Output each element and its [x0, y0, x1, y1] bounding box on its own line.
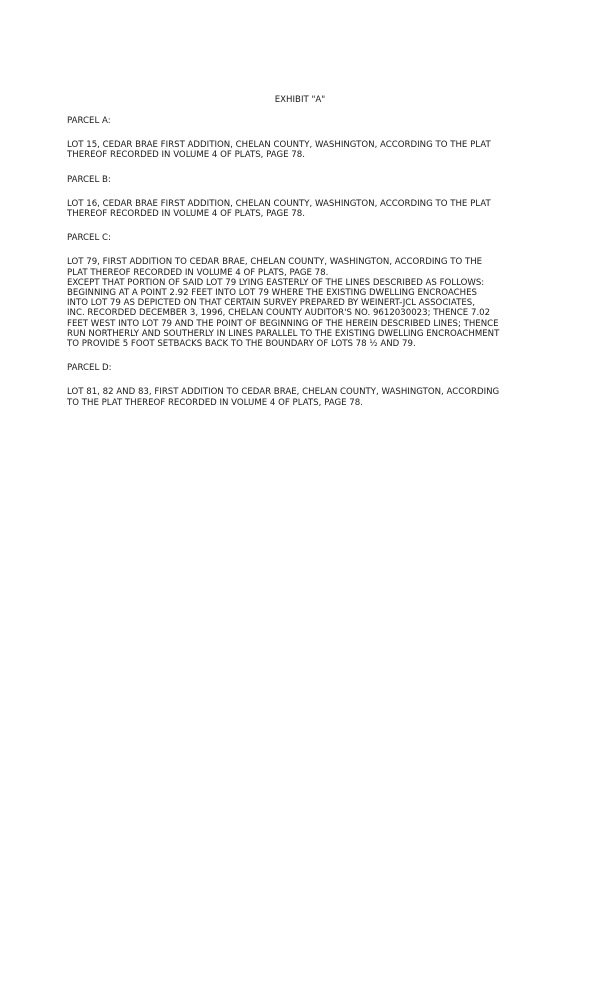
- parcel-b-heading: PARCEL B:: [67, 174, 111, 185]
- parcel-b-description: [67, 199, 537, 219]
- parcel-d-heading: PARCEL D:: [67, 363, 112, 374]
- parcel-a-description: [67, 140, 537, 160]
- text-line: FEET WEST INTO LOT 79 AND THE POINT OF BEGINNING OF THE HEREIN DESCRIBED LINES; THENCE: [67, 318, 499, 329]
- text-line: LOT 16, CEDAR BRAE FIRST ADDITION, CHELAN COUNTY, WASHINGTON, ACCORDING TO THE PLAT: [67, 198, 491, 209]
- text-line: PLAT THEREOF RECORDED IN VOLUME 4 OF PLATS, PAGE 78.: [67, 267, 329, 278]
- text-line: INTO LOT 79 AS DEPICTED ON THAT CERTAIN SURVEY PREPARED BY WEINERT-JCL ASSOCIATES,: [67, 298, 475, 309]
- text-line: BEGINNING AT A POINT 2.92 FEET INTO LOT 79 WHERE THE EXISTING DWELLING ENCROACHES: [67, 288, 477, 299]
- text-line: EXCEPT THAT PORTION OF SAID LOT 79 LYING EASTERLY OF THE LINES DESCRIBED AS FOLLOWS:: [67, 277, 485, 288]
- text-line: LOT 79, FIRST ADDITION TO CEDAR BRAE, CHELAN COUNTY, WASHINGTON, ACCORDING TO THE: [67, 257, 483, 268]
- parcel-c-description: [67, 257, 537, 349]
- text-line: RUN NORTHERLY AND SOUTHERLY IN LINES PARALLEL TO THE EXISTING DWELLING ENCROACHMENT: [67, 328, 500, 339]
- text-line: LOT 15, CEDAR BRAE FIRST ADDITION, CHELAN COUNTY, WASHINGTON, ACCORDING TO THE PLAT: [67, 140, 491, 151]
- parcel-c-heading: PARCEL C:: [67, 233, 111, 244]
- text-line: THEREOF RECORDED IN VOLUME 4 OF PLATS, PAGE 78.: [67, 209, 305, 220]
- text-line: INC. RECORDED DECEMBER 3, 1996, CHELAN COUNTY AUDITOR'S NO. 9612030023; THENCE 7.02: [67, 308, 491, 319]
- parcel-a-heading: PARCEL A:: [67, 116, 111, 126]
- parcel-d-description: [67, 387, 537, 407]
- document-body: [67, 116, 537, 422]
- text-line: TO THE PLAT THEREOF RECORDED IN VOLUME 4 OF PLATS, PAGE 78.: [67, 397, 363, 408]
- text-line: THEREOF RECORDED IN VOLUME 4 OF PLATS, PAGE 78.: [67, 150, 305, 161]
- text-line: LOT 81, 82 AND 83, FIRST ADDITION TO CEDAR BRAE, CHELAN COUNTY, WASHINGTON, ACCORDING: [67, 387, 500, 398]
- exhibit-title: EXHIBIT "A": [274, 95, 326, 105]
- text-line: TO PROVIDE 5 FOOT SETBACKS BACK TO THE BOUNDARY OF LOTS 78 ½ AND 79.: [67, 339, 416, 350]
